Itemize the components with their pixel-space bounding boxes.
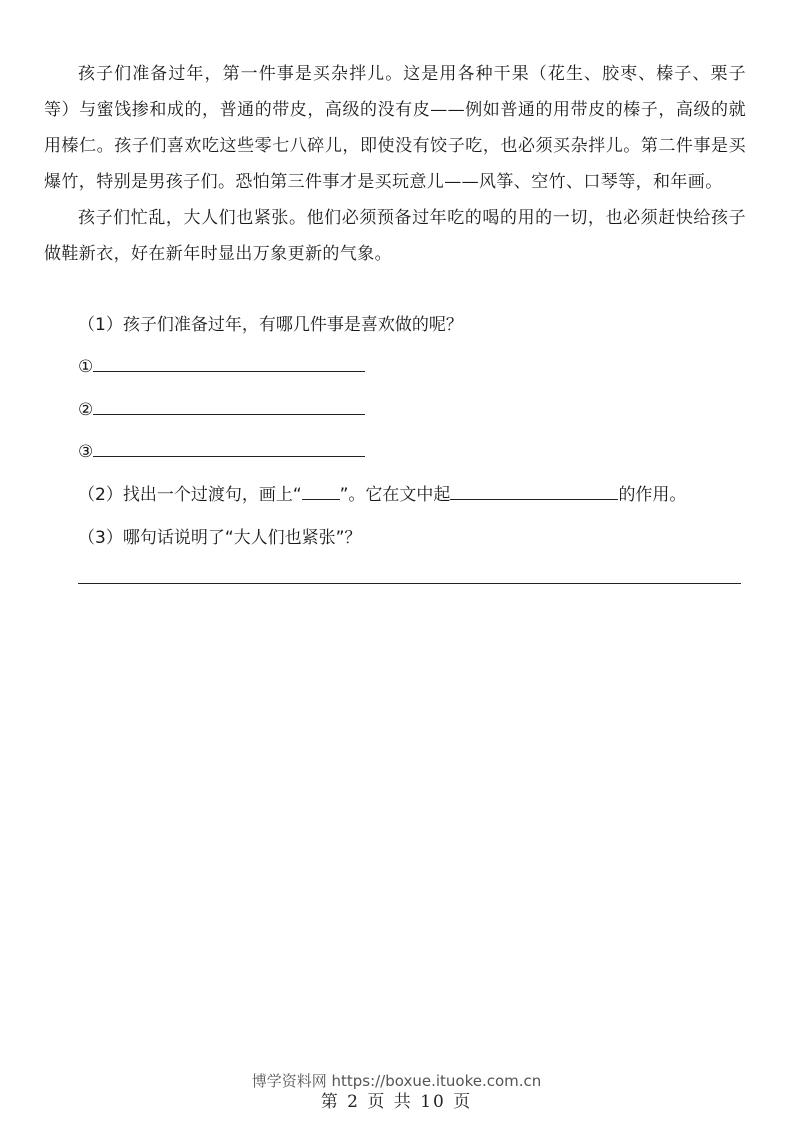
- answer-blank-2[interactable]: [93, 400, 365, 415]
- answer-marker-2: ②: [78, 400, 94, 420]
- question-3: （3）哪句话说明了“大人们也紧张”？: [78, 528, 362, 548]
- answer-marker-1: ①: [78, 357, 94, 377]
- passage-paragraph-1: 孩子们准备过年，第一件事是买杂拌儿。这是用各种干果（花生、胶枣、榛子、栗子等）与蜜饯掺和成的，普通的带皮，高级的没有皮——例如普通的用带皮的榛子，高级的就用榛仁。孩子们喜欢吃这些零七八碎儿，即使没有饺子吃，也必须买杂拌儿。第二件事是买爆竹，特别是男孩子们。恐怕第三件事才是买玩意儿——风筝、空竹、口琴等，和年画。: [44, 64, 746, 192]
- question-3-answer-line[interactable]: [78, 583, 741, 584]
- passage-paragraph-2: 孩子们忙乱，大人们也紧张。他们必须预备过年吃的喝的用的一切，也必须赶快给孩子做鞋新衣，好在新年时显出万象更新的气象。: [44, 208, 746, 264]
- answer-row-2: [78, 398, 365, 422]
- answer-row-3: [78, 440, 365, 464]
- footer-website: 博学资料网 https://boxue.ituoke.com.cn: [251, 1072, 542, 1090]
- reading-passage: [44, 56, 746, 272]
- question-2-suffix: 的作用。: [618, 485, 687, 505]
- question-2-prefix: （2）找出一个过渡句，画上“: [78, 485, 302, 505]
- page-number: 第 2 页 共 10 页: [320, 1092, 473, 1112]
- answer-blank-1[interactable]: [93, 357, 365, 372]
- question-1: （1）孩子们准备过年，有哪几件事是喜欢做的呢？: [78, 315, 463, 335]
- function-answer-blank[interactable]: [450, 485, 618, 500]
- transition-sentence-mark-blank[interactable]: [302, 485, 340, 500]
- answer-row-1: [78, 355, 365, 379]
- question-2-middle: ”。它在文中起: [339, 485, 451, 505]
- answer-blank-3[interactable]: [93, 442, 365, 457]
- question-2: [78, 483, 686, 507]
- answer-marker-3: ③: [78, 442, 94, 462]
